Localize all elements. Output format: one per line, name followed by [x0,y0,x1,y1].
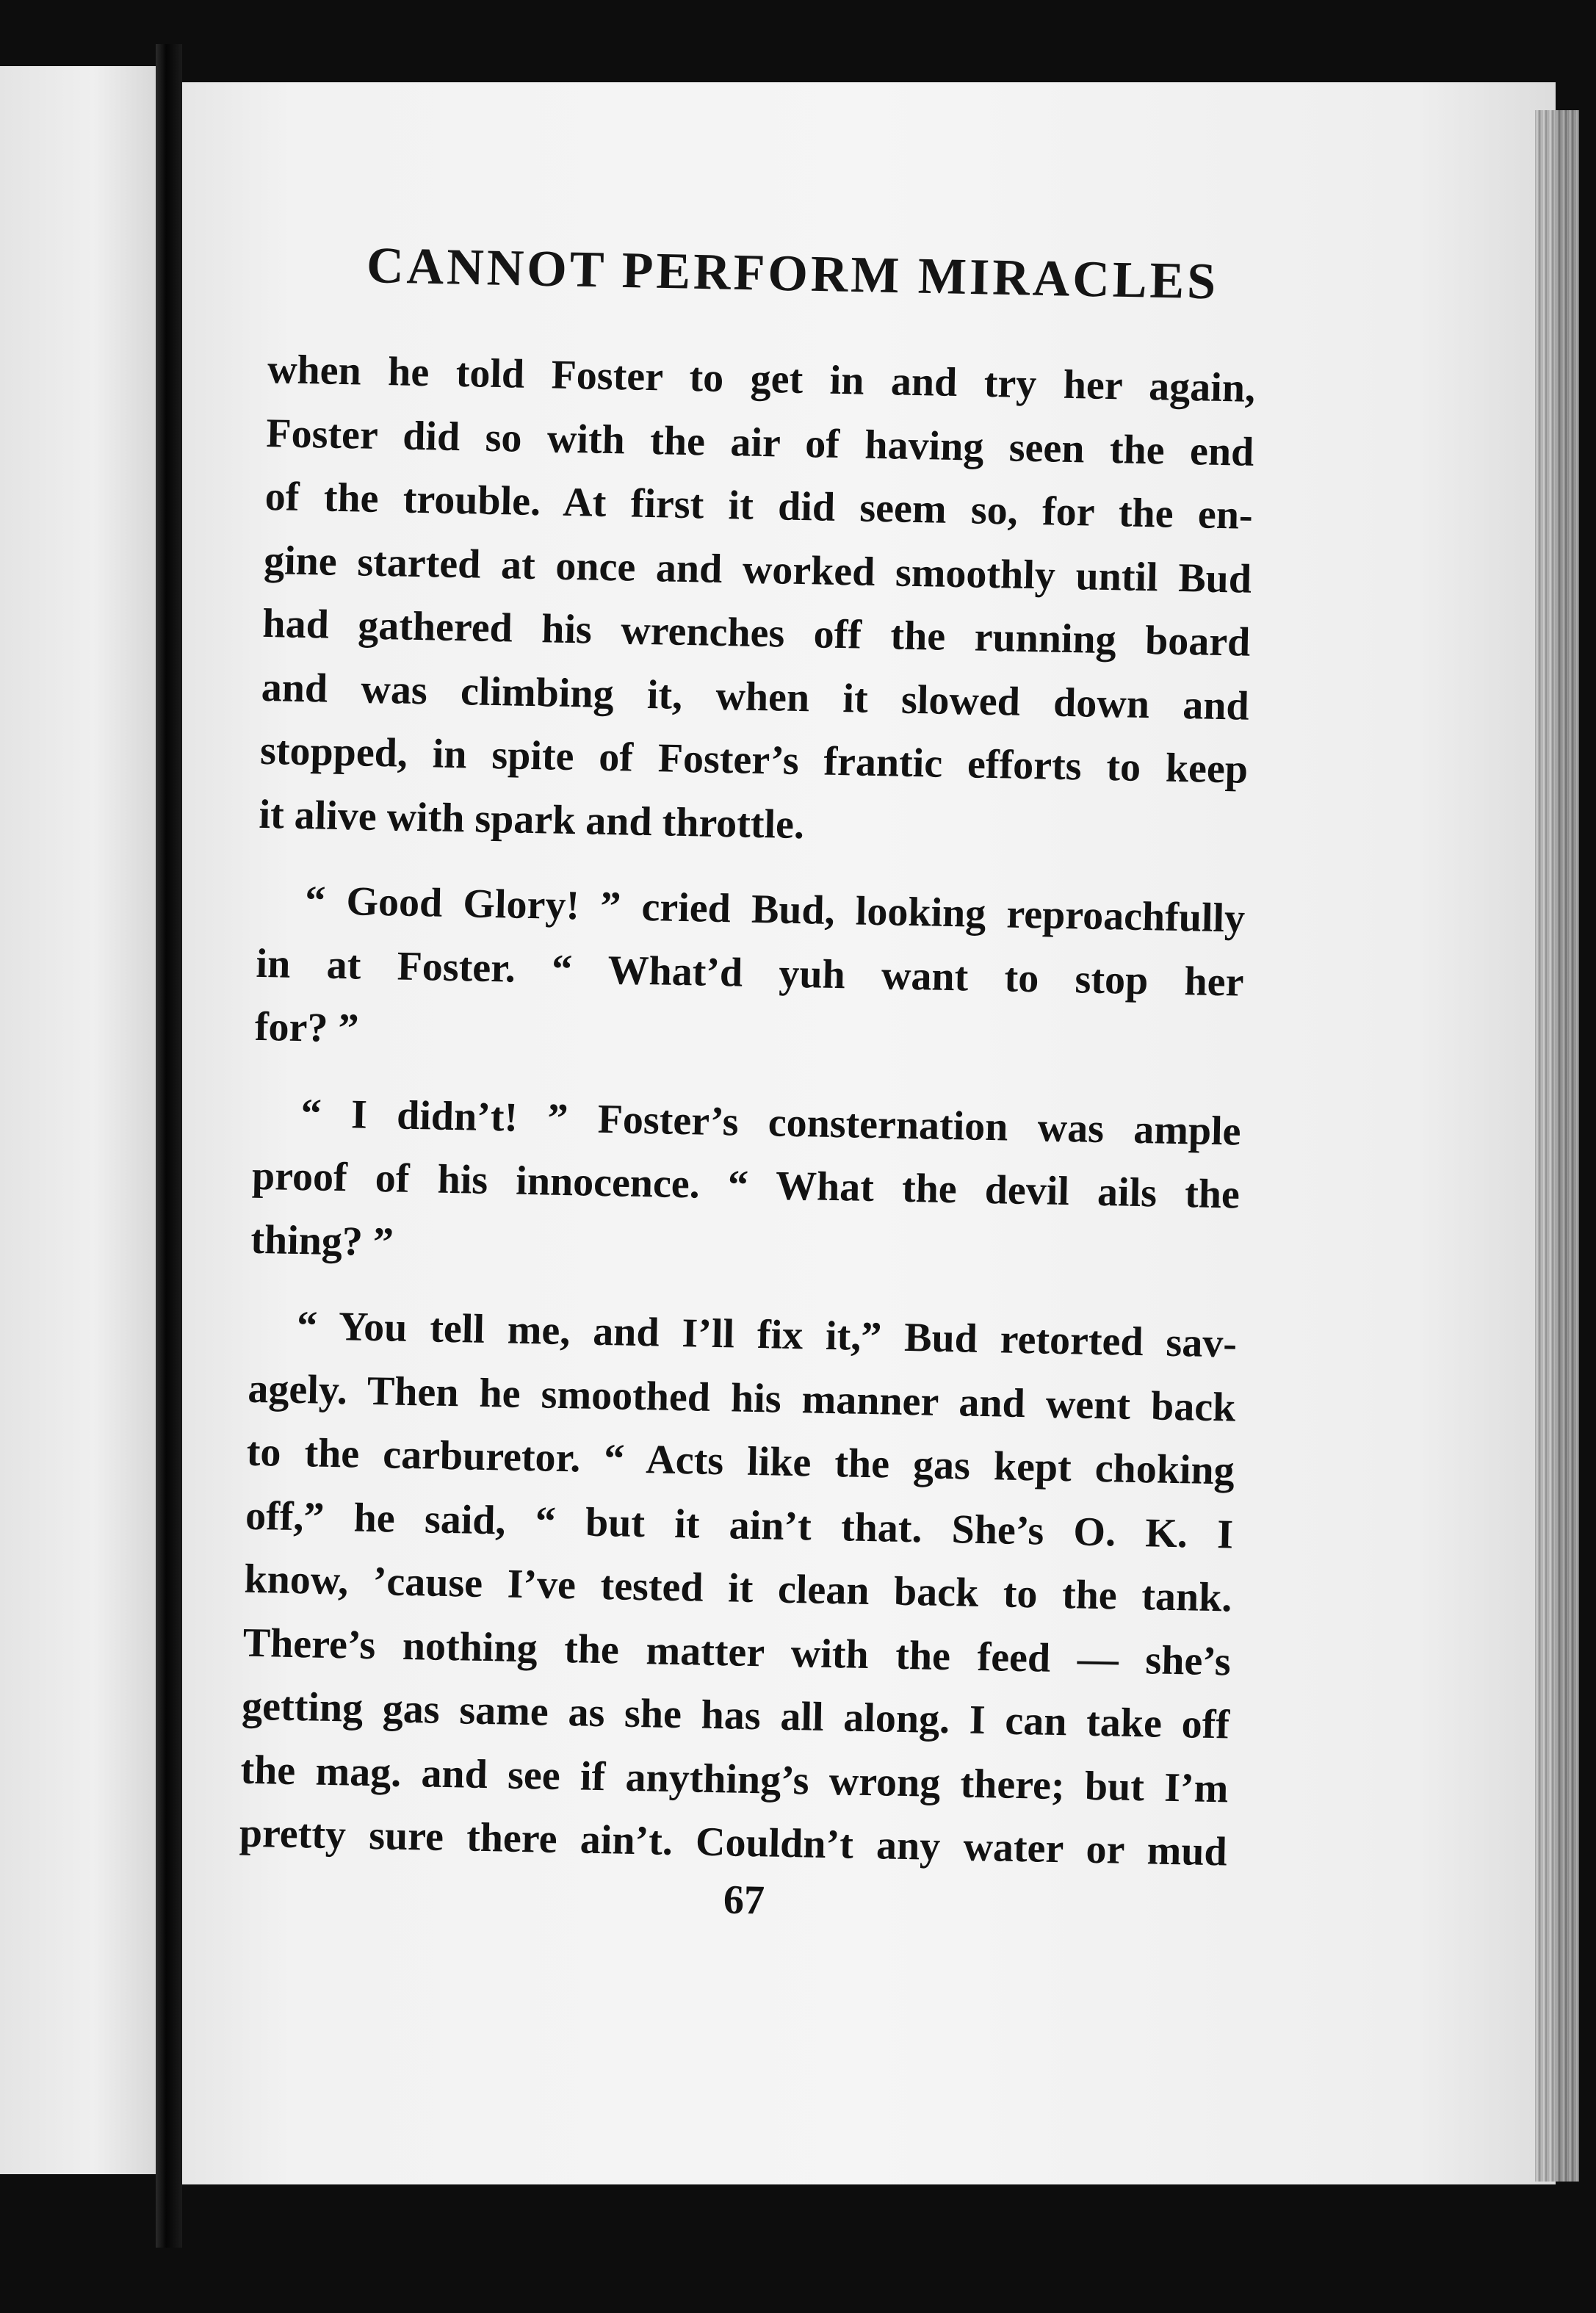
text-line: in at Foster. “ What’d yuh want to stop her [256,940,1245,1006]
page-edges [1535,110,1579,2182]
text-line: proof of his innocence. “ What the devil ails the [251,1152,1241,1218]
text-line: “ You tell me, and I’ll fix it,” Bud retorted sav- [296,1303,1238,1367]
text-line: it alive with spark and throttle. [258,791,805,848]
text-line: agely. Then he smoothed his manner and went back [247,1365,1236,1431]
text-line: thing? ” [250,1216,394,1266]
text-line: when he told Foster to get in and try her again, [267,346,1256,411]
text-line: There’s nothing the matter with the feed — she’s [242,1620,1232,1684]
text-line: “ I didn’t! ” Foster’s consternation was ample [300,1090,1242,1155]
text-line: getting gas same as she has all along. I can take off [241,1683,1230,1748]
text-line: had gathered his wrenches off the running board [261,600,1251,665]
page-number: 67 [723,1877,765,1924]
text-line: and was climbing it, when it slowed down and [261,664,1250,729]
left-facing-page [0,66,156,2174]
text-line: “ Good Glory! ” cried Bud, looking reproachfully [304,878,1246,942]
text-line: off,” he said, “ but it ain’t that. She’s O. K. I [245,1493,1234,1558]
text-line: of the trouble. At first it did seem so, for the en- [264,473,1254,538]
text-line: know, ’cause I’ve tested it clean back to the tank. [243,1556,1232,1621]
book-gutter [156,44,182,2248]
text-line: to the carburetor. “ Acts like the gas kept choking [246,1429,1235,1494]
text-line: gine started at once and worked smoothly until Bud [263,537,1252,602]
text-line: Foster did so with the air of having seen the end [265,410,1254,475]
running-head: CANNOT PERFORM MIRACLES [366,237,1219,311]
text-line: for? ” [254,1003,360,1052]
text-line: pretty sure there ain’t. Couldn’t any water or mud [239,1810,1228,1875]
text-line: stopped, in spite of Foster’s frantic efforts to keep [259,727,1249,793]
text-line: the mag. and see if anything’s wrong there; but I’m [239,1747,1229,1811]
body-text [239,338,1256,1884]
